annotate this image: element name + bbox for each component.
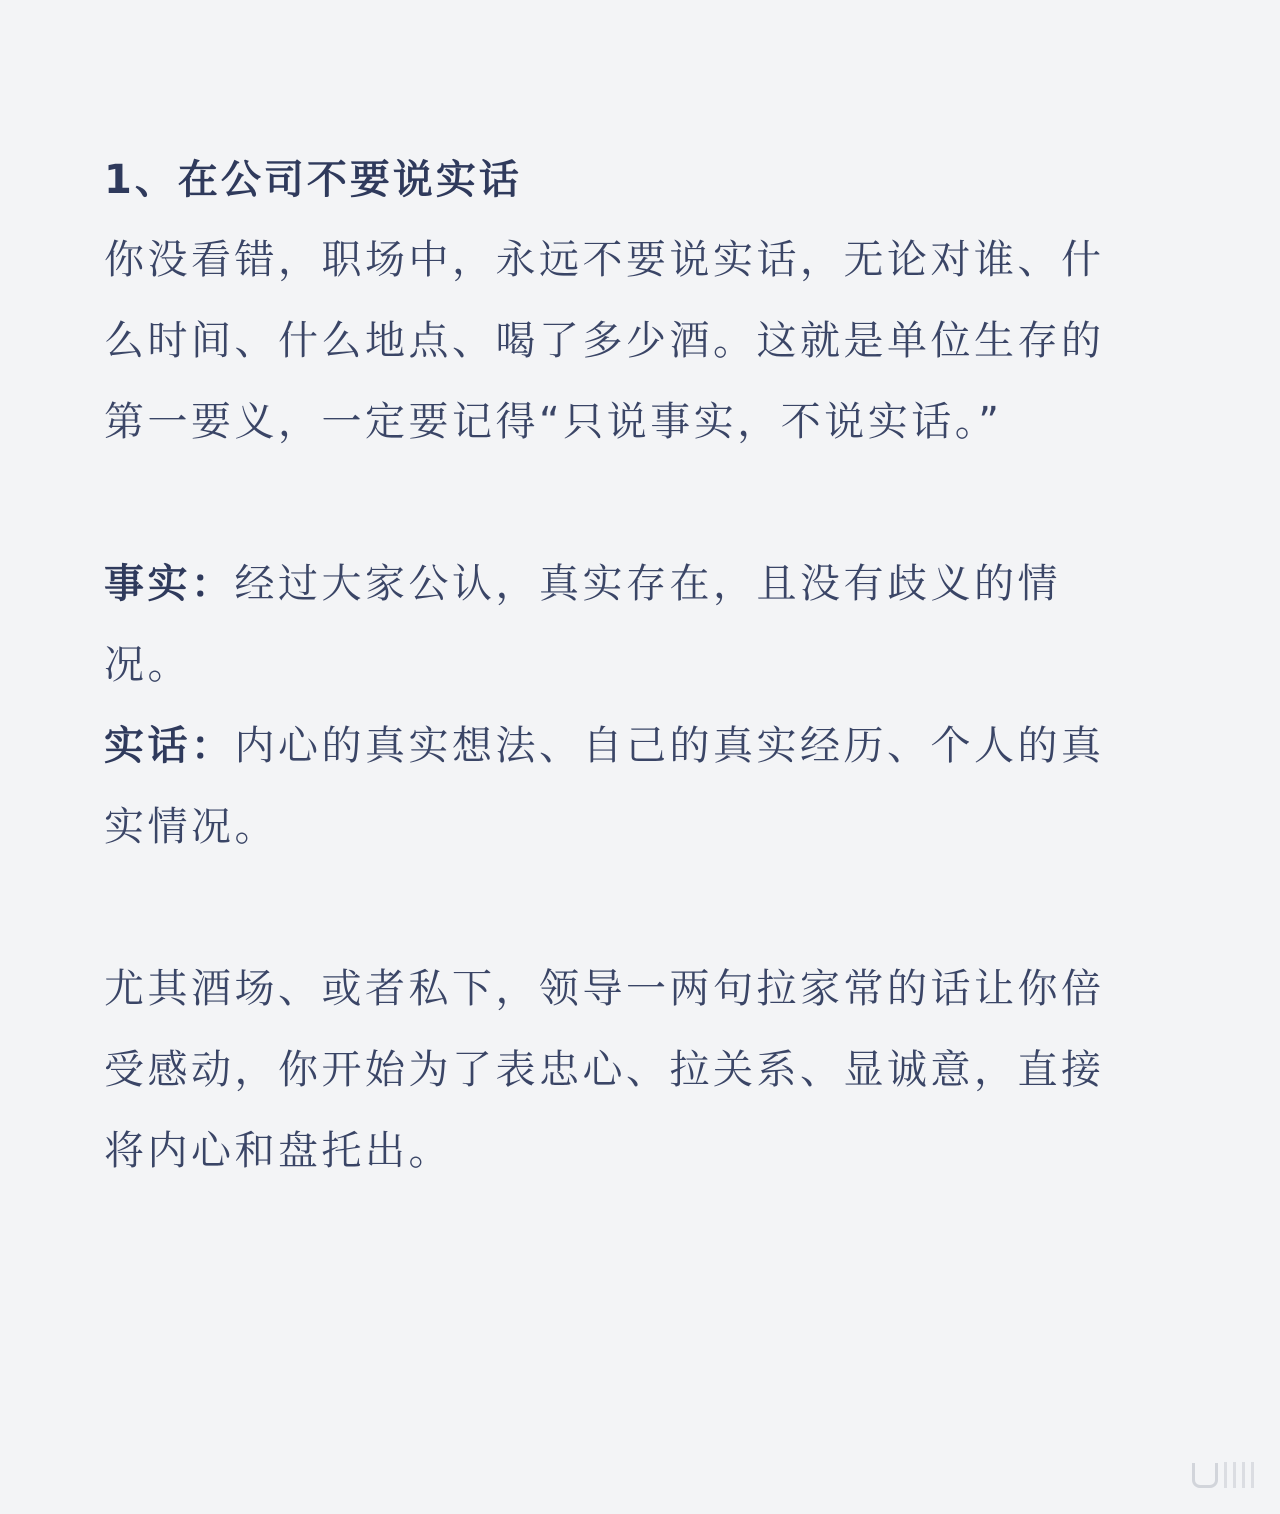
definition-fact [104, 544, 1134, 706]
section-heading: 1、在公司不要说实话 [104, 157, 522, 203]
spacer [104, 463, 1134, 544]
definition-term: 实话： [104, 723, 235, 769]
intro-paragraph: 你没看错，职场中，永远不要说实话，无论对谁、什么时间、什么地点、喝了多少酒。这就是单位生存的第一要义，一定要记得“只说事实，不说实话。” [104, 237, 1105, 445]
divider [1251, 1462, 1254, 1488]
definition-text: 经过大家公认，真实存在，且没有歧义的情况。 [104, 561, 1061, 688]
watermark-logo [1192, 1462, 1254, 1488]
closing-paragraph: 尤其酒场、或者私下，领导一两句拉家常的话让你倍受感动，你开始为了表忠心、拉关系、显诚意，直接将内心和盘托出。 [104, 966, 1105, 1174]
divider [1224, 1462, 1227, 1488]
definition-text: 内心的真实想法、自己的真实经历、个人的真实情况。 [104, 723, 1105, 850]
definition-term: 事实： [104, 561, 235, 607]
cup-icon [1192, 1463, 1218, 1488]
definition-truth [104, 706, 1134, 868]
divider [1242, 1462, 1245, 1488]
article [104, 140, 1134, 1192]
spacer [104, 868, 1134, 949]
divider [1233, 1462, 1236, 1488]
